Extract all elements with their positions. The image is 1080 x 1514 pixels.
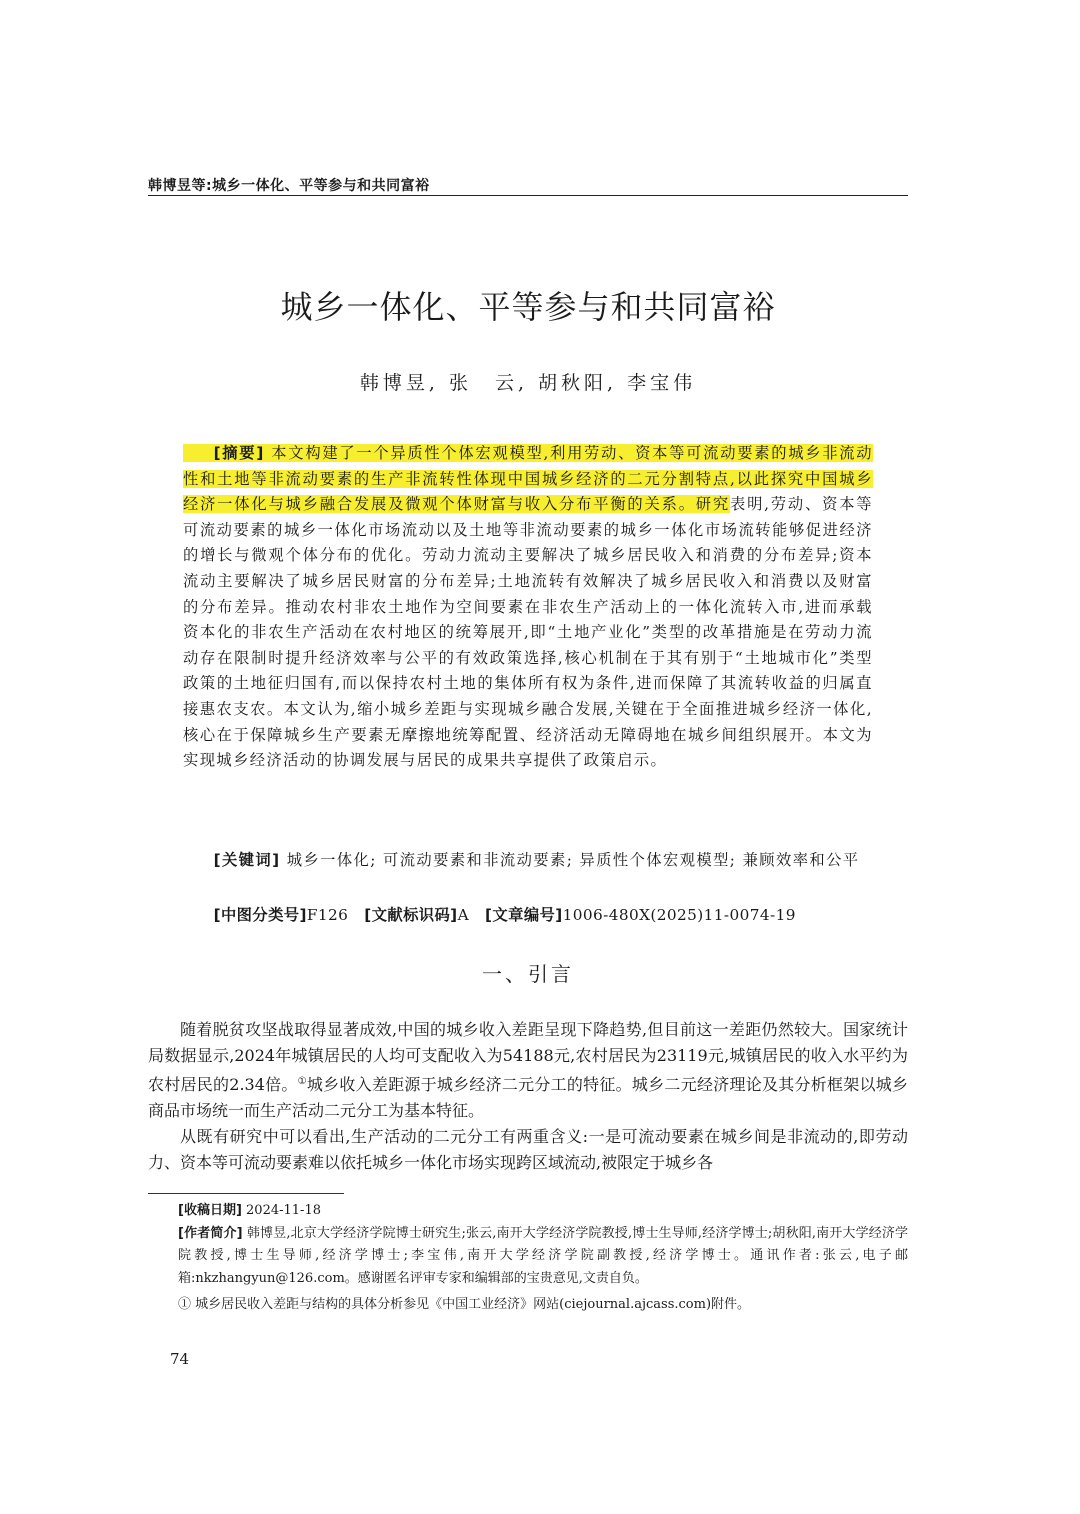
paragraph: 从既有研究中可以看出,生产活动的二元分工有两重含义:一是可流动要素在城乡间是非流动的,即劳动力、资本等可流动要素难以依托城乡一体化市场实现跨区域流动,被限定于城乡各 <box>148 1127 908 1172</box>
footnotes <box>178 1200 908 1317</box>
footnote-text: 城乡居民收入差距与结构的具体分析参见《中国工业经济》网站(ciejournal.ajcass.com)附件。 <box>195 1297 751 1312</box>
clc-value: F126 <box>306 906 349 924</box>
paper-title: 城乡一体化、平等参与和共同富裕 <box>280 288 776 326</box>
keywords-text: 城乡一体化; 可流动要素和非流动要素; 异质性个体宏观模型; 兼顾效率和公平 <box>286 851 860 869</box>
abstract-label: [摘要] <box>213 444 265 462</box>
section-heading: 一、引言 <box>482 962 574 986</box>
doc-code-label: [文献标识码] <box>364 906 458 924</box>
footnote-rule <box>148 1193 344 1194</box>
abstract <box>183 441 873 774</box>
paragraph <box>148 1017 908 1124</box>
doc-code-value: A <box>457 906 470 924</box>
author-bio <box>178 1223 908 1291</box>
footnote-marker: ① <box>178 1297 192 1312</box>
clc-label: [中图分类号] <box>213 906 307 924</box>
keywords <box>183 848 873 874</box>
header-rule <box>148 195 908 196</box>
page-number: 74 <box>170 1350 190 1368</box>
article-number-label: [文章编号] <box>485 906 563 924</box>
abstract-highlighted-text: 本文构建了一个异质性个体宏观模型,利用劳动、资本等可流动要素的城乡非流动性和土地等非流动要素的生产非流转性体现中国城乡经济的二元分割特点,以此探究中国城乡经济一体化与城乡融合发展及微观个体财富与收入分布平衡的关系。研究 <box>183 444 873 514</box>
footnote-1 <box>178 1294 908 1317</box>
paragraph-text: 城乡收入差距源于城乡经济二元分工的特征。城乡二元经济理论及其分析框架以城乡商品市场统一而生产活动二元分工为基本特征。 <box>148 1075 908 1120</box>
received-value: 2024-11-18 <box>246 1203 321 1218</box>
footnote-reference[interactable]: ① <box>297 1076 307 1087</box>
article-number-value: 1006-480X(2025)11-0074-19 <box>562 906 796 924</box>
received-label: [收稿日期] <box>178 1203 242 1218</box>
keywords-label: [关键词] <box>213 851 281 869</box>
author-list: 韩博昱, 张 云, 胡秋阳, 李宝伟 <box>359 372 697 394</box>
paragraph-text: 随着脱贫攻坚战取得显著成效,中国的城乡收入差距呈现下降趋势,但目前这一差距仍然较大。国家统计局数据显示,2024年城镇居民的人均可支配收入为54188元,农村居民为23119元,城镇居民的收入水平约为农村居民的2.34倍。 <box>148 1020 908 1094</box>
classification-line <box>183 903 873 929</box>
abstract-text: 表明,劳动、资本等可流动要素的城乡一体化市场流动以及土地等非流动要素的城乡一体化市场流转能够促进经济的增长与微观个体分布的优化。劳动力流动主要解决了城乡居民收入和消费的分布差异;资本流动主要解决了城乡居民财富的分布差异;土地流转有效解决了城乡居民收入和消费以及财富的分布差异。推动农村非农土地作为空间要素在非农生产活动上的一体化流转入市,进而承载资本化的非农生产活动在农村地区的统筹展开,即“土地产业化”类型的改革措施是在劳动力流动存在限制时提升经济效率与公平的有效政策选择,核心机制在于其有别于“土地城市化”类型政策的土地征归国有,而以保持农村土地的集体所有权为条件,进而保障了其流转收益的归属直接惠农支农。本文认为,缩小城乡差距与实现城乡融合发展,关键在于全面推进城乡经济一体化,核心在于保障城乡生产要素无摩擦地统筹配置、经济活动无障碍地在城乡间组织展开。本文为实现城乡经济活动的协调发展与居民的成果共享提供了政策启示。 <box>183 495 873 770</box>
body-text <box>148 1017 908 1176</box>
author-bio-label: [作者简介] <box>178 1225 243 1241</box>
author-bio-text: 韩博昱,北京大学经济学院博士研究生;张云,南开大学经济学院教授,博士生导师,经济学博士;胡秋阳,南开大学经济学院教授,博士生导师,经济学博士;李宝伟,南开大学经济学院副教授,经济学博士。通讯作者:张云,电子邮箱:nkzhangyun@126.com。感谢匿名评审专家和编辑部的宝贵意见,文责自负。 <box>178 1225 908 1286</box>
received-date <box>178 1200 908 1223</box>
running-header: 韩博昱等:城乡一体化、平等参与和共同富裕 <box>148 178 430 194</box>
